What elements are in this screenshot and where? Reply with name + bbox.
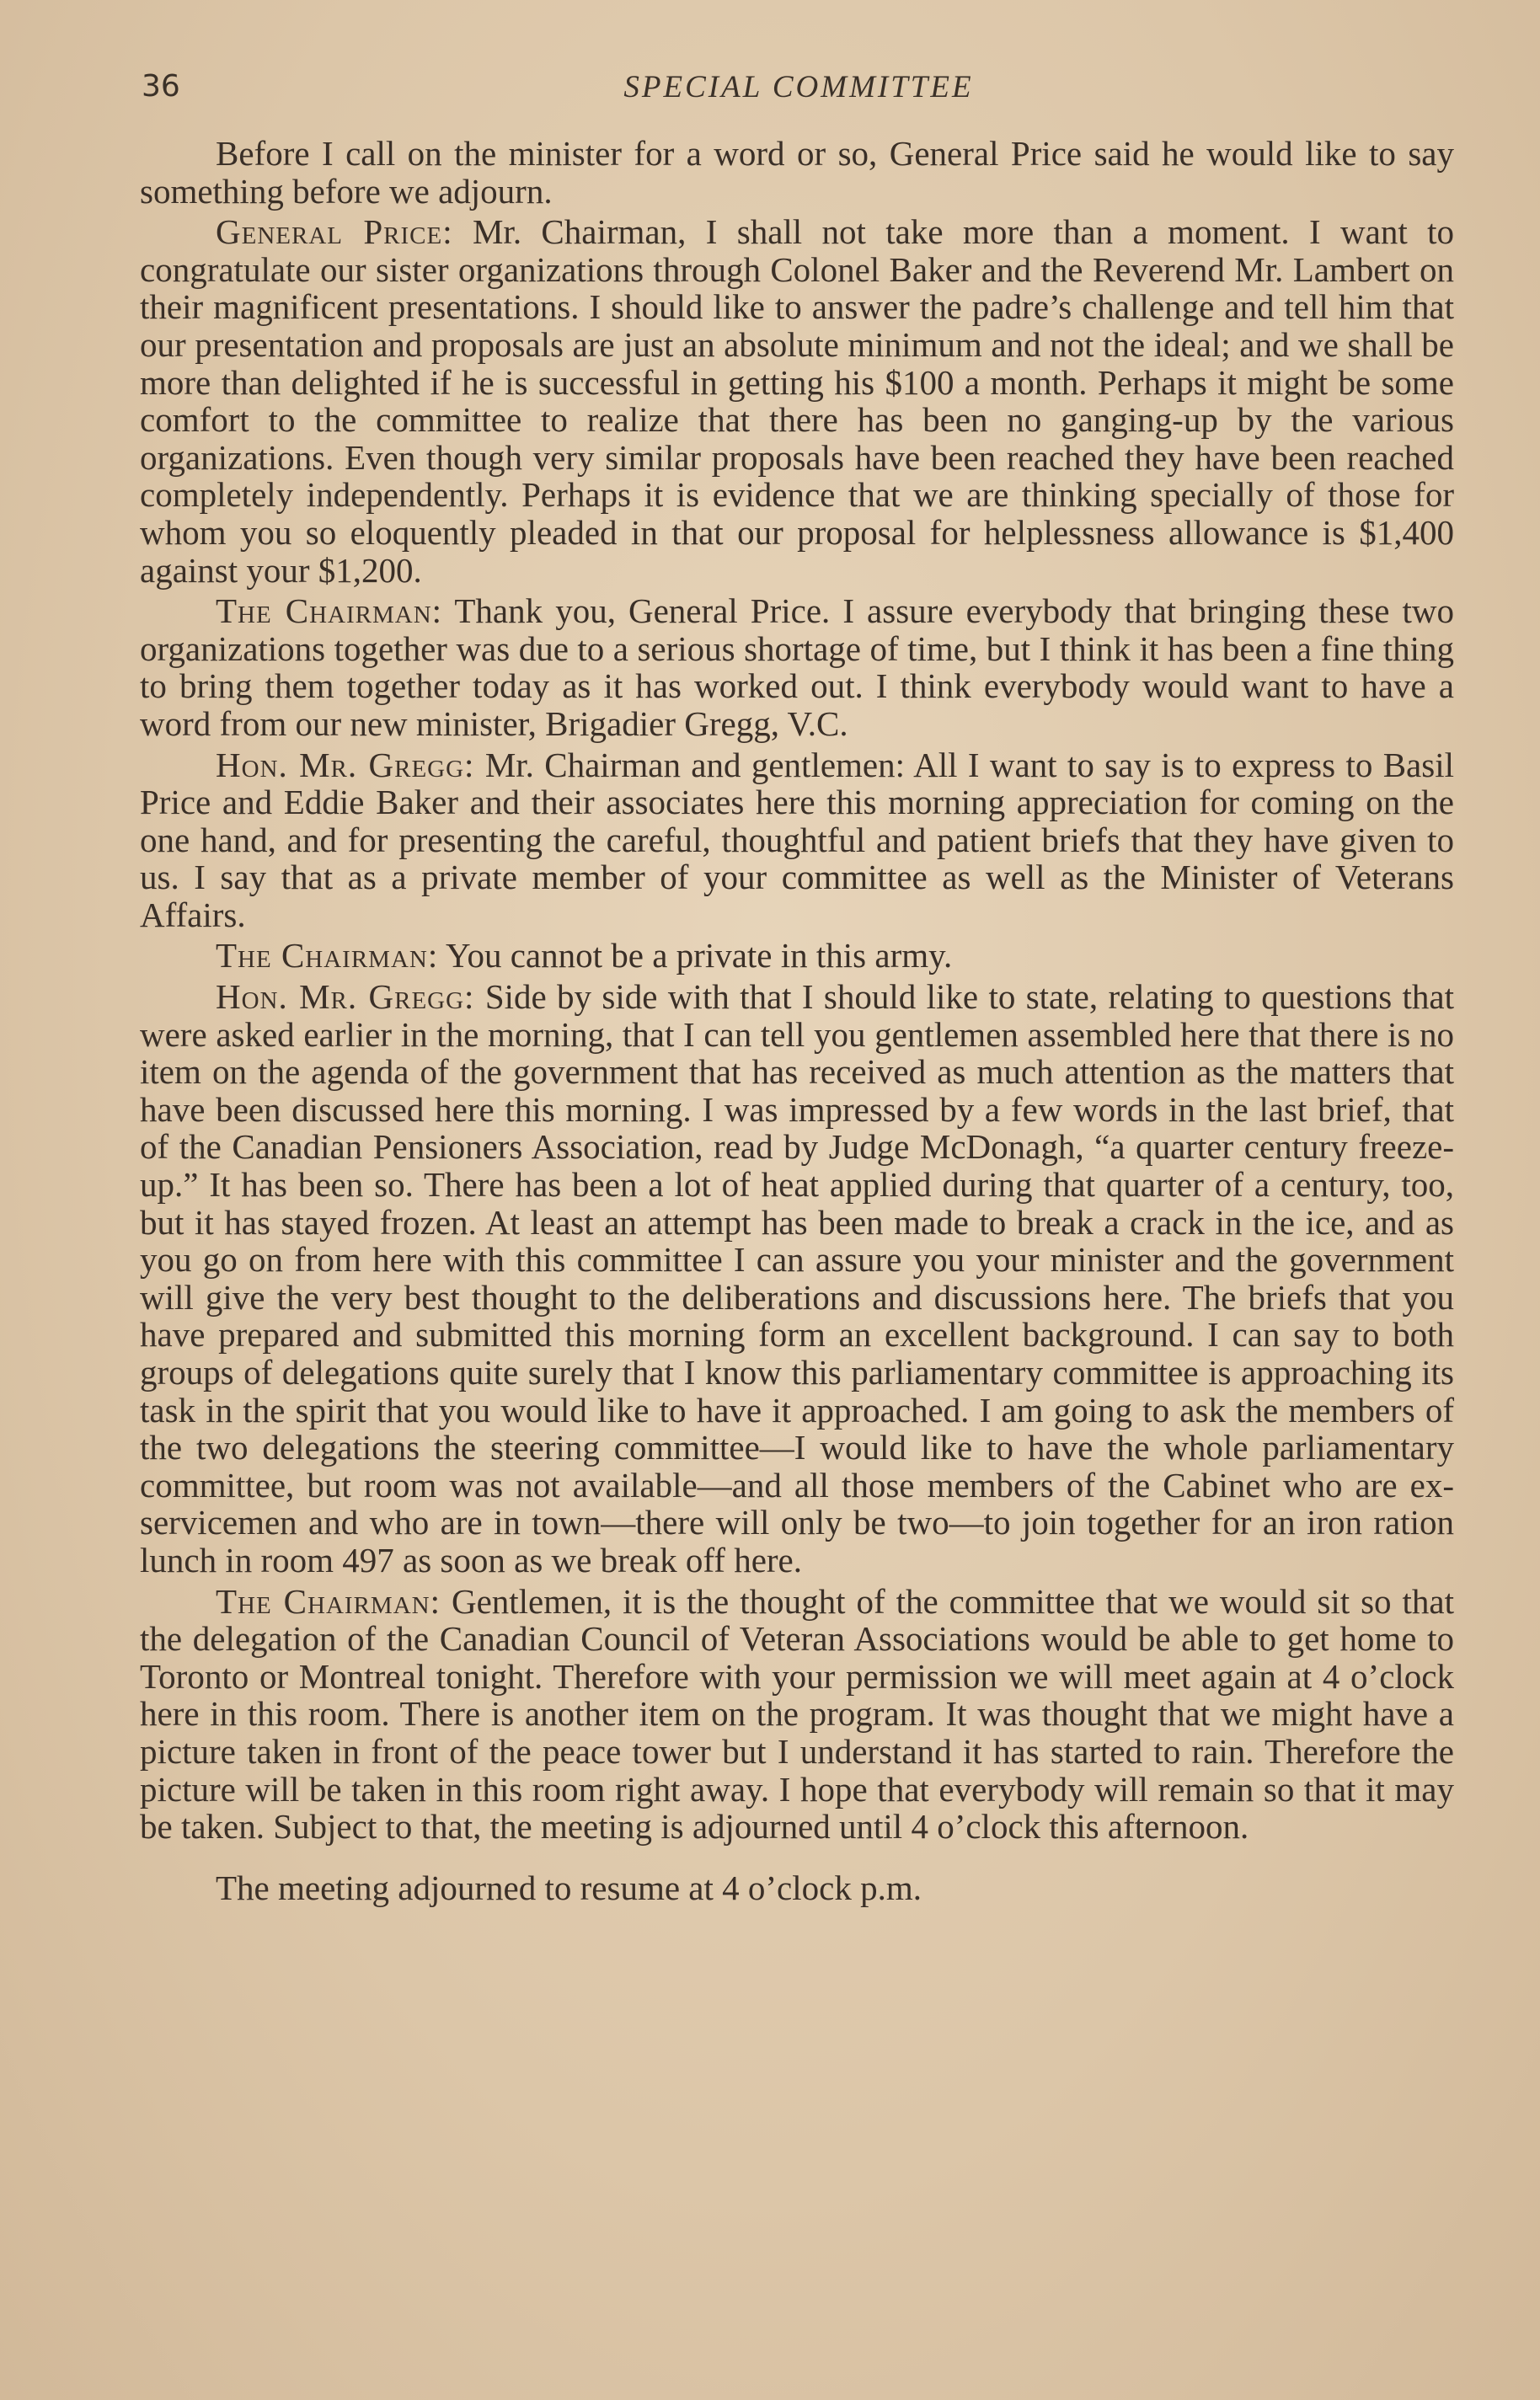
paragraph [140, 592, 1454, 742]
speaker-label: The Chairman: [216, 1581, 441, 1621]
paragraph-text: Before I call on the minister for a word or so, General Price said he would like to say something before we adjourn. [140, 134, 1454, 211]
running-head: SPECIAL COMMITTEE [623, 70, 974, 104]
speaker-label: General Price: [216, 212, 453, 252]
paragraph [140, 213, 1454, 589]
page-header [142, 66, 1456, 108]
page-number: 36 [142, 69, 180, 104]
paragraph [140, 937, 1454, 975]
paragraph [140, 978, 1454, 1580]
speaker-label: Hon. Mr. Gregg: [216, 745, 475, 784]
paragraph [140, 746, 1454, 934]
paragraph-text: Thank you, General Price. I assure everybody that bringing these two organizations together was due to a serious shortage of time, but I think it has been a fine thing to bring them together today as it has worked out. I think everybody would want to have a word from our new minister, Brigadier Gregg, V.C. [140, 591, 1455, 743]
paragraph-text: Mr. Chairman and gentlemen: All I want to say is to express to Basil Price and Eddie Baker and their associates here this morning appreciation for coming on the one hand, and for presenting the careful, thoughtful and patient briefs that they have given to us. I say that as a private member of your committee as well as the Minister of Veterans Affairs. [140, 745, 1454, 934]
paragraph-text: You cannot be a private in this army. [445, 936, 953, 976]
paragraph-text: Mr. Chairman, I shall not take more than a moment. I want to congratulate our sister organizations through Colonel Baker and the Reverend Mr. Lambert on their magnificent presentations. I should like to answer the padre’s challenge and tell him that our presentation and proposals are just an absolute minimum and not the ideal; and we shall be more than delighted if he is successful in getting his $100 a month. Perhaps it might be some comfort to the committee to realize that there has been no ganging-up by the various organizations. Even though very similar proposals have been reached they have been reached completely independently. Perhaps it is evidence that we are thinking specially of those for whom you so eloquently pleaded in that our proposal for helplessness allowance is $1,400 against your $1,200. [140, 212, 1455, 590]
body-text [140, 135, 1454, 1910]
paragraph [140, 1583, 1454, 1846]
paragraph-text: Side by side with that I should like to state, relating to questions that were asked earlier in the morning, that I can tell you gentlemen assembled here that there is no item on the agenda of the government that has received as much attention as the matters that have been discussed here this morning. I was impressed by a few words in the last brief, that of the Canadian Pensioners Association, read by Judge McDonagh, “a quarter century freeze-up.” It has been so. There has been a lot of heat applied during that quarter of a century, too, but it has stayed frozen. At least an attempt has been made to break a crack in the ice, and as you go on from here with this committee I can assure you your minister and the government will give the very best thought to the deliberations and discussions here. The briefs that you have prepared and submitted this morning form an excellent background. I can say to both groups of delegations quite surely that I know this parliamentary committee is approaching its task in the spirit that you would like to have it approached. I am going to ask the members of the two delegations the steering committee—I would like to have the whole parliamentary committee, but room was not available—and all those members of the Cabinet who are ex-servicemen and who are in town—there will only be two—to join together for an iron ration lunch in room 497 as soon as we break off here. [140, 977, 1454, 1580]
speaker-label: The Chairman: [216, 591, 443, 631]
speaker-label: Hon. Mr. Gregg: [216, 977, 475, 1017]
closing-line: The meeting adjourned to resume at 4 o’clock p.m. [216, 1868, 922, 1907]
speaker-label: The Chairman: [216, 936, 439, 976]
paragraph-text: Gentlemen, it is the thought of the committee that we would sit so that the delegation of the Canadian Council of Veteran Associations would be able to get home to Toronto or Montreal tonight. Therefore with your permission we will meet again at 4 o’clock here in this room. There is another item on the program. It was thought that we might have a picture taken in front of the peace tower but I understand it has started to rain. Therefore the picture will be taken in this room right away. I hope that everybody will remain so that it may be taken. Subject to that, the meeting is adjourned until 4 o’clock this afternoon. [140, 1581, 1455, 1847]
paragraph [140, 135, 1454, 210]
